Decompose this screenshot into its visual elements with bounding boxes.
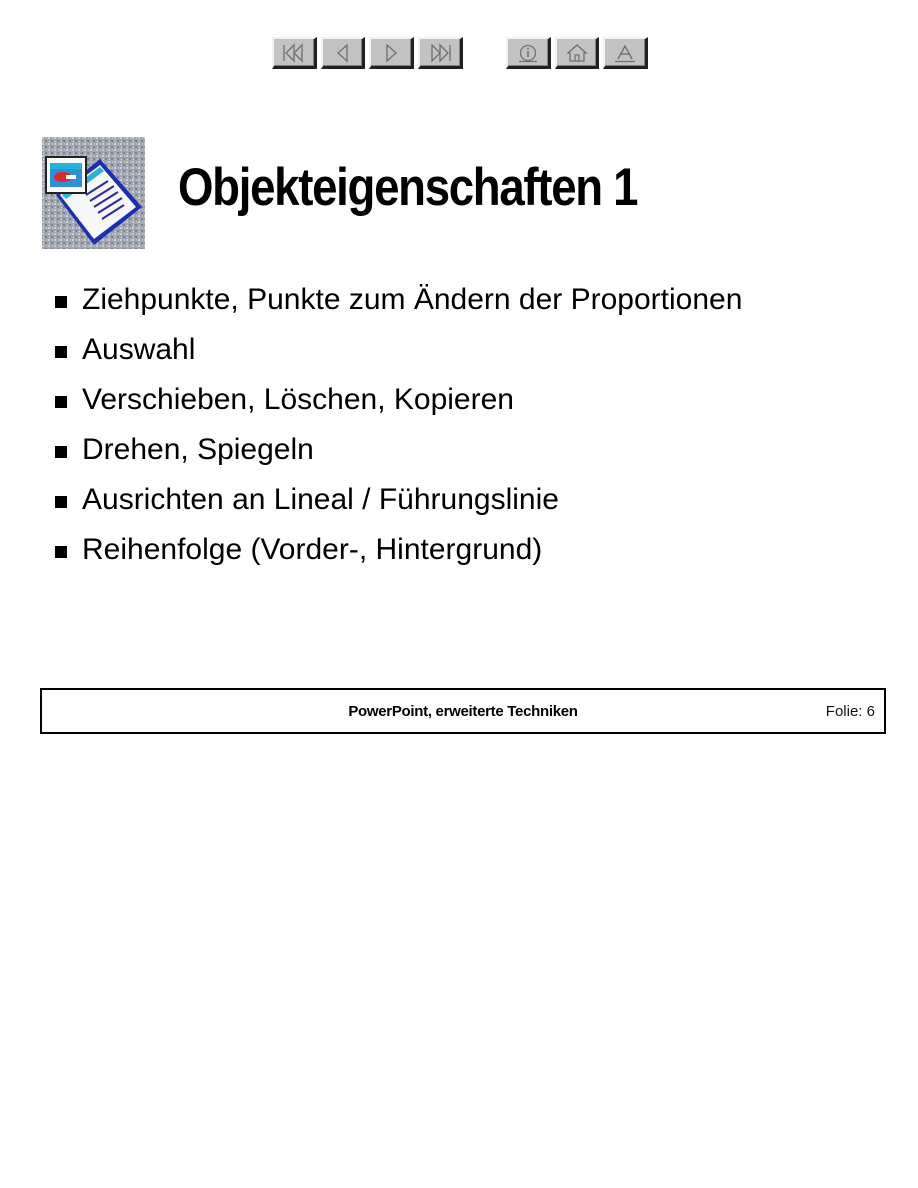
bullet-square-icon [55,296,67,308]
bullet-square-icon [55,396,67,408]
next-slide-icon [376,43,406,63]
text-view-icon [610,43,640,63]
bullet-square-icon [55,346,67,358]
info-button[interactable] [506,37,551,69]
home-button[interactable] [555,37,599,69]
text-view-button[interactable] [603,37,648,69]
bullet-text: Ziehpunkte, Punkte zum Ändern der Proportionen [82,283,743,316]
bullet-text: Ausrichten an Lineal / Führungslinie [82,483,559,516]
previous-slide-icon [328,43,358,63]
bullet-text: Auswahl [82,333,196,366]
last-slide-icon [425,43,455,63]
slide-number: Folie: 6 [825,703,875,720]
info-icon [513,43,543,63]
bullet-text: Drehen, Spiegeln [82,433,314,466]
first-slide-button[interactable] [272,37,317,69]
slide-navigation-toolbar [0,37,918,69]
next-slide-button[interactable] [369,37,414,69]
bullet-text: Reihenfolge (Vorder-, Hintergrund) [82,533,543,566]
presentation-slide-icon [42,137,145,249]
bullet-square-icon [55,496,67,508]
previous-slide-button[interactable] [321,37,365,69]
home-icon [562,43,592,63]
slide-title: Objekteigenschaften 1 [178,158,638,217]
slide-footer [40,688,886,734]
presentation-title: PowerPoint, erweiterte Techniken [348,703,578,720]
bullet-square-icon [55,446,67,458]
last-slide-button[interactable] [418,37,463,69]
bullet-square-icon [55,546,67,558]
bullet-text: Verschieben, Löschen, Kopieren [82,383,514,416]
first-slide-icon [279,43,309,63]
